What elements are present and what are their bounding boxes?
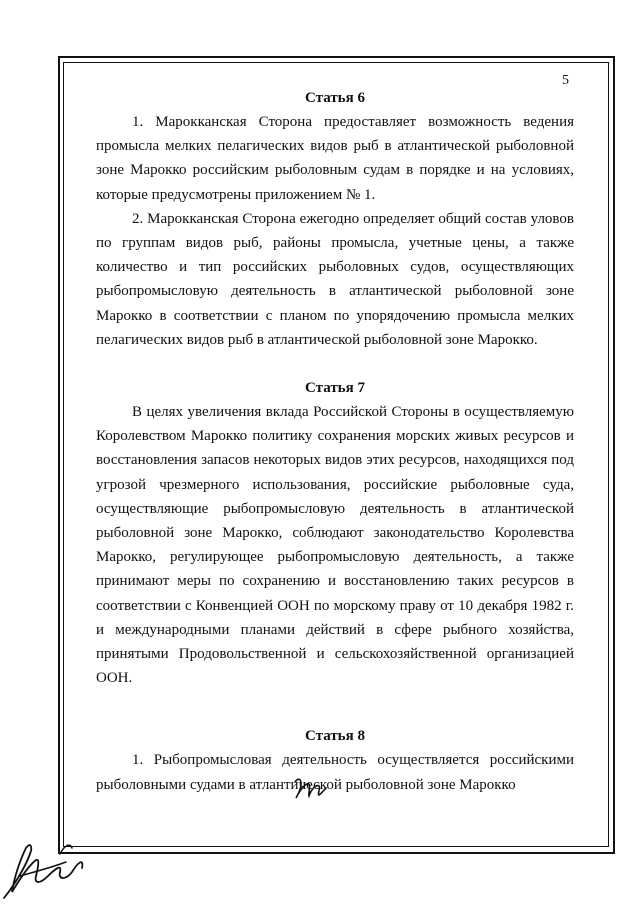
article-paragraph: В целях увеличения вклада Российской Стороны в осуществляемую Королевством Марокко политику сохранения морских живых ресурсов и восстановления запасов некоторых видов этих ресурсов, находящихся под угрозой чрезмерного использования, российские рыболовные суда, осуществляющие рыбопромысловую деятельность в атлантической рыболовной зоне Марокко, соблюдают законодательство Королевства Марокко, регулирующее рыбопромысловую деятельность, а также принимают меры по сохранению и восстановлению таких ресурсов в соответствии с Конвенцией ООН по морскому праву от 10 декабря 1982 г. и международными планами действий в сфере рыбного хозяйства, принятыми Продовольственной и сельскохозяйственной организацией ООН. [96,404,574,687]
page-number: 5 [562,73,569,88]
signature-mark [0,832,110,905]
article-heading: Статья 6 [305,90,365,106]
document-body [96,86,574,797]
article-heading: Статья 7 [305,380,365,397]
article-8 [96,724,574,796]
article-paragraph: 1. Марокканская Сторона предоставляет возможность ведения промысла мелких пелагических видов рыб в атлантической рыболовной зоне Марокко российским рыболовным судам в порядке и на условиях, которые предусмотрены приложением № 1. [96,114,574,203]
article-paragraph: 1. Рыбопромысловая деятельность осуществляется российскими рыболовными судами в атлантической рыболовной зоне Марокко [96,752,574,793]
initials-mark [292,776,330,802]
article-6 [96,86,574,352]
article-7 [96,376,574,690]
article-heading: Статья 8 [305,728,365,745]
article-paragraph: 2. Марокканская Сторона ежегодно определяет общий состав уловов по группам видов рыб, районы промысла, учетные цены, а также количество и тип российских рыболовных судов, осуществляющих рыбопромысловую деятельность в атлантической рыболовной зоне Марокко в соответствии с планом по упорядочению промысла мелких пелагических видов рыб в атлантической рыболовной зоне Марокко. [96,210,574,348]
